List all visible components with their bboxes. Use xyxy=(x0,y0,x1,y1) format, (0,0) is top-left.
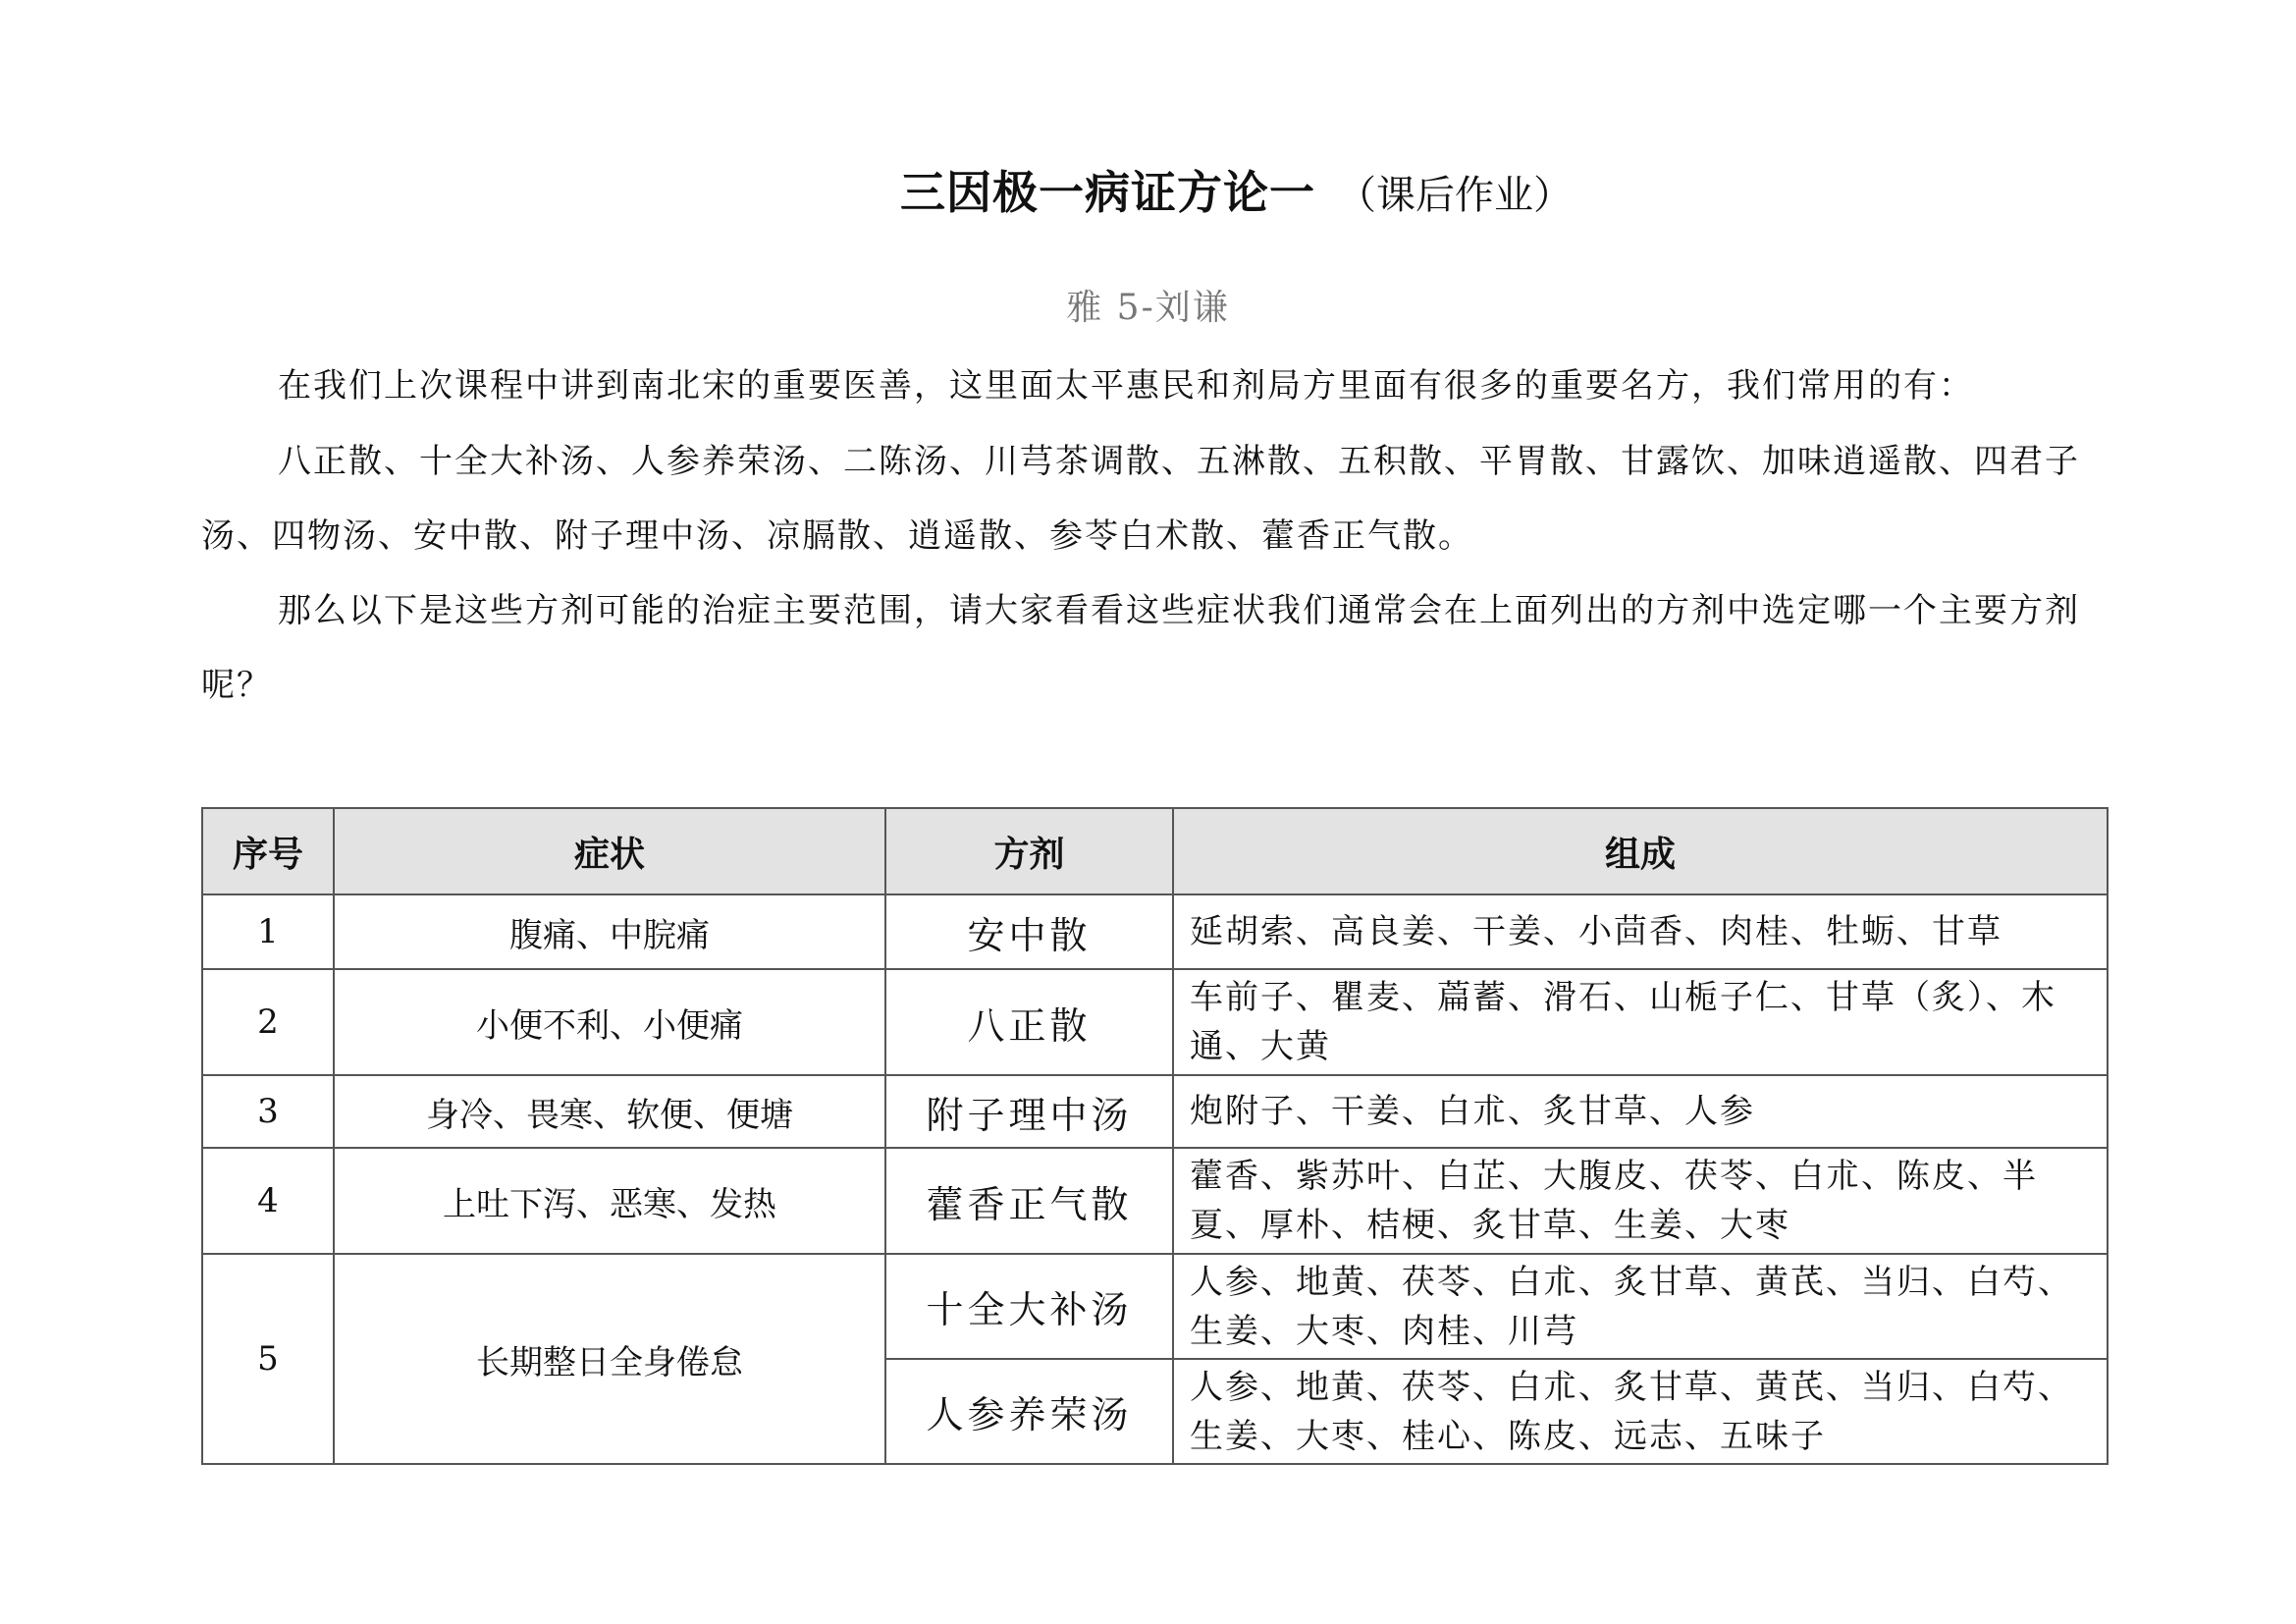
header-symptom: 症状 xyxy=(334,808,885,894)
title-line xyxy=(0,157,2296,222)
document-subtitle: （课后作业） xyxy=(1337,173,1573,218)
formula-table xyxy=(201,807,2109,1465)
row-symptom: 上吐下泻、恶寒、发热 xyxy=(334,1148,885,1254)
formula-list-paragraph: 八正散、十全大补汤、人参养荣汤、二陈汤、川芎茶调散、五淋散、五积散、平胃散、甘露饮、加味逍遥散、四君子汤、四物汤、安中散、附子理中汤、凉膈散、逍遥散、参苓白术散、藿香正气散。 xyxy=(201,442,2080,556)
header-composition: 组成 xyxy=(1173,808,2108,894)
row-formula: 十全大补汤 xyxy=(885,1254,1173,1359)
row-number: 1 xyxy=(202,894,334,969)
row-symptom: 小便不利、小便痛 xyxy=(334,969,885,1075)
row-number: 5 xyxy=(202,1254,334,1464)
row-formula: 八正散 xyxy=(885,969,1173,1075)
header-number: 序号 xyxy=(202,808,334,894)
row-formula: 附子理中汤 xyxy=(885,1075,1173,1148)
row-symptom: 身冷、畏寒、软便、便塘 xyxy=(334,1075,885,1148)
table-row xyxy=(202,894,2108,969)
row-number: 3 xyxy=(202,1075,334,1148)
row-composition: 人参、地黄、茯苓、白朮、炙甘草、黄芪、当归、白芍、生姜、大枣、桂心、陈皮、远志、五味子 xyxy=(1173,1359,2108,1464)
row-number: 2 xyxy=(202,969,334,1075)
row-formula: 人参养荣汤 xyxy=(885,1359,1173,1464)
header-formula: 方剂 xyxy=(885,808,1173,894)
row-symptom: 腹痛、中脘痛 xyxy=(334,894,885,969)
table-row xyxy=(202,1075,2108,1148)
table-row xyxy=(202,969,2108,1075)
table-header-row xyxy=(202,808,2108,894)
row-symptom: 长期整日全身倦怠 xyxy=(334,1254,885,1464)
row-formula: 安中散 xyxy=(885,894,1173,969)
row-composition: 藿香、紫苏叶、白芷、大腹皮、茯苓、白朮、陈皮、半夏、厚朴、桔梗、炙甘草、生姜、大枣 xyxy=(1173,1148,2108,1254)
question-paragraph: 那么以下是这些方剂可能的治症主要范围，请大家看看这些症状我们通常会在上面列出的方剂中选定哪一个主要方剂呢？ xyxy=(201,591,2080,705)
row-composition: 延胡索、高良姜、干姜、小茴香、肉桂、牡蛎、甘草 xyxy=(1173,894,2108,969)
author-line: 雅 5-刘谦 xyxy=(1066,288,1230,328)
row-composition: 车前子、瞿麦、萹蓄、滑石、山栀子仁、甘草（炙）、木通、大黄 xyxy=(1173,969,2108,1075)
row-composition: 人参、地黄、茯苓、白朮、炙甘草、黄芪、当归、白芍、生姜、大枣、肉桂、川芎 xyxy=(1173,1254,2108,1359)
intro-paragraph: 在我们上次课程中讲到南北宋的重要医善，这里面太平惠民和剂局方里面有很多的重要名方，我们常用的有： xyxy=(278,366,1974,406)
document-title: 三因极一病证方论一 xyxy=(900,166,1315,219)
table-row xyxy=(202,1148,2108,1254)
row-formula: 藿香正气散 xyxy=(885,1148,1173,1254)
table-row xyxy=(202,1254,2108,1359)
row-composition: 炮附子、干姜、白朮、炙甘草、人参 xyxy=(1173,1075,2108,1148)
row-number: 4 xyxy=(202,1148,334,1254)
